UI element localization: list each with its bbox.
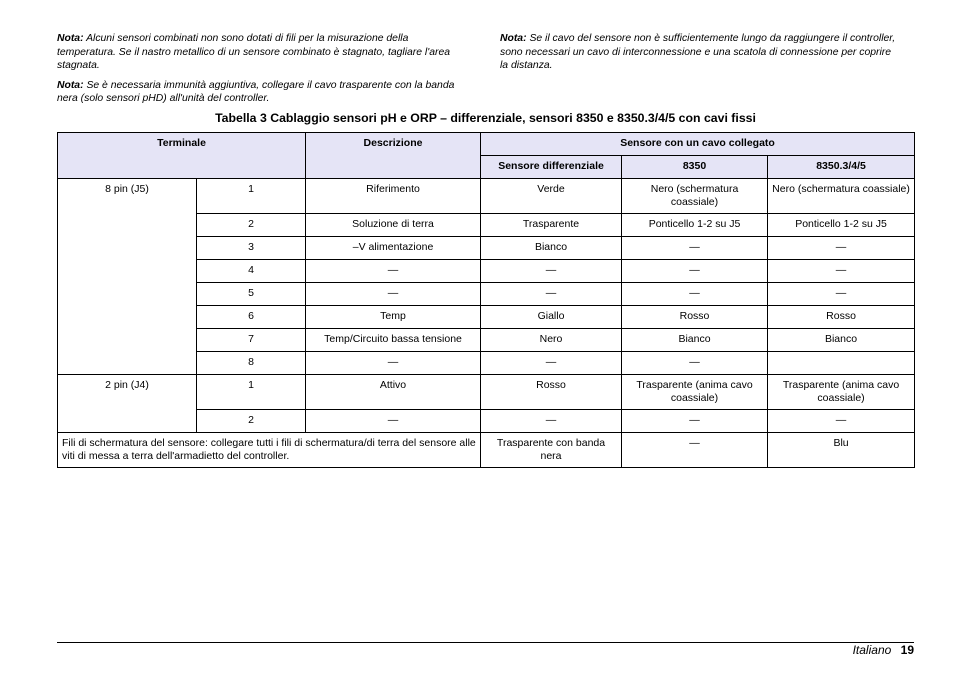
cell-8350: Nero (schermatura coassiale) [622, 179, 768, 214]
cell-shield-text: Fili di schermatura del sensore: collegare tutti i fili di schermatura/di terra del sensore alle viti di messa a terra dell'armadietto del controller. [58, 433, 481, 468]
cell-diff: Bianco [481, 237, 622, 260]
cell-desc: Soluzione di terra [306, 214, 481, 237]
cell-diff: Trasparente [481, 214, 622, 237]
notes-right-column [500, 32, 900, 112]
cell-8350x: — [768, 260, 915, 283]
cell-8350: — [622, 260, 768, 283]
cell-diff: Nero [481, 329, 622, 352]
cell-desc: Riferimento [306, 179, 481, 214]
cell-diff: Giallo [481, 306, 622, 329]
note-cable-length [500, 32, 900, 73]
cell-pin: 3 [197, 237, 306, 260]
cell-desc: — [306, 352, 481, 375]
table-row [58, 179, 915, 214]
cell-8350: — [622, 283, 768, 306]
cell-8350: Rosso [622, 306, 768, 329]
cell-desc: — [306, 410, 481, 433]
header-row [58, 133, 915, 156]
cell-8350x: — [768, 237, 915, 260]
cell-8350x: Bianco [768, 329, 915, 352]
cell-pin: 4 [197, 260, 306, 283]
notes-left-column [57, 32, 457, 112]
cell-8350: — [622, 433, 768, 468]
cell-8350x: Ponticello 1-2 su J5 [768, 214, 915, 237]
note-immunity [57, 79, 457, 106]
cell-8350: Ponticello 1-2 su J5 [622, 214, 768, 237]
cell-diff: — [481, 352, 622, 375]
cell-desc: –V alimentazione [306, 237, 481, 260]
cell-desc: — [306, 260, 481, 283]
group-j4: 2 pin (J4) [58, 375, 197, 433]
footer-language: Italiano [852, 643, 892, 657]
cell-desc: Attivo [306, 375, 481, 410]
table-title: Tabella 3 Cablaggio sensori pH e ORP – differenziale, sensori 8350 e 8350.3/4/5 con cavi fissi [215, 111, 756, 125]
cell-desc: — [306, 283, 481, 306]
page-number: 19 [900, 643, 914, 657]
page-footer [853, 643, 914, 657]
note-text: Alcuni sensori combinati non sono dotati di fili per la misurazione della temperatura. Se il nastro metallico di un sensore combinato è stagnato, tagliare l'area stagnata. [57, 33, 451, 71]
cell-diff: Verde [481, 179, 622, 214]
note-text: Se il cavo del sensore non è sufficientemente lungo da raggiungere il controller, sono necessari un cavo di interconnessione e una scatola di connessione per coprire la distanza. [500, 33, 896, 71]
header-descrizione: Descrizione [306, 133, 481, 179]
cell-8350x: Nero (schermatura coassiale) [768, 179, 915, 214]
cell-diff: — [481, 260, 622, 283]
header-8350: 8350 [622, 156, 768, 179]
note-label: Nota: [57, 33, 84, 44]
cell-8350x: — [768, 283, 915, 306]
cell-8350x: Blu [768, 433, 915, 468]
note-text: Se è necessaria immunità aggiuntiva, collegare il cavo trasparente con la banda nera (solo sensori pHD) all'unità del controller. [57, 79, 455, 104]
header-8350x: 8350.3/4/5 [768, 156, 915, 179]
cell-pin: 5 [197, 283, 306, 306]
cell-8350: Trasparente (anima cavo coassiale) [622, 375, 768, 410]
cell-8350x: Rosso [768, 306, 915, 329]
table-row [58, 375, 915, 410]
cell-pin: 8 [197, 352, 306, 375]
cell-8350: — [622, 237, 768, 260]
cell-8350: — [622, 410, 768, 433]
cell-8350x: — [768, 410, 915, 433]
cell-8350x [768, 352, 915, 375]
cell-8350x: Trasparente (anima cavo coassiale) [768, 375, 915, 410]
cell-pin: 1 [197, 179, 306, 214]
wiring-table [57, 132, 915, 468]
cell-pin: 6 [197, 306, 306, 329]
cell-pin: 7 [197, 329, 306, 352]
cell-diff: — [481, 283, 622, 306]
cell-pin: 2 [197, 214, 306, 237]
cell-desc: Temp/Circuito bassa tensione [306, 329, 481, 352]
header-differenziale: Sensore differenziale [481, 156, 622, 179]
cell-desc: Temp [306, 306, 481, 329]
cell-diff: Rosso [481, 375, 622, 410]
cell-8350: — [622, 352, 768, 375]
group-j5: 8 pin (J5) [58, 179, 197, 375]
note-combined-sensors [57, 32, 457, 73]
cell-pin: 1 [197, 375, 306, 410]
cell-pin: 2 [197, 410, 306, 433]
cell-8350: Bianco [622, 329, 768, 352]
header-sensore-group: Sensore con un cavo collegato [481, 133, 915, 156]
table-row-shield [58, 433, 915, 468]
notes-section [57, 32, 914, 112]
cell-diff: — [481, 410, 622, 433]
footer-divider [57, 642, 914, 643]
cell-diff: Trasparente con banda nera [481, 433, 622, 468]
note-label: Nota: [57, 79, 84, 91]
header-terminale: Terminale [58, 133, 306, 179]
note-label: Nota: [500, 33, 527, 44]
